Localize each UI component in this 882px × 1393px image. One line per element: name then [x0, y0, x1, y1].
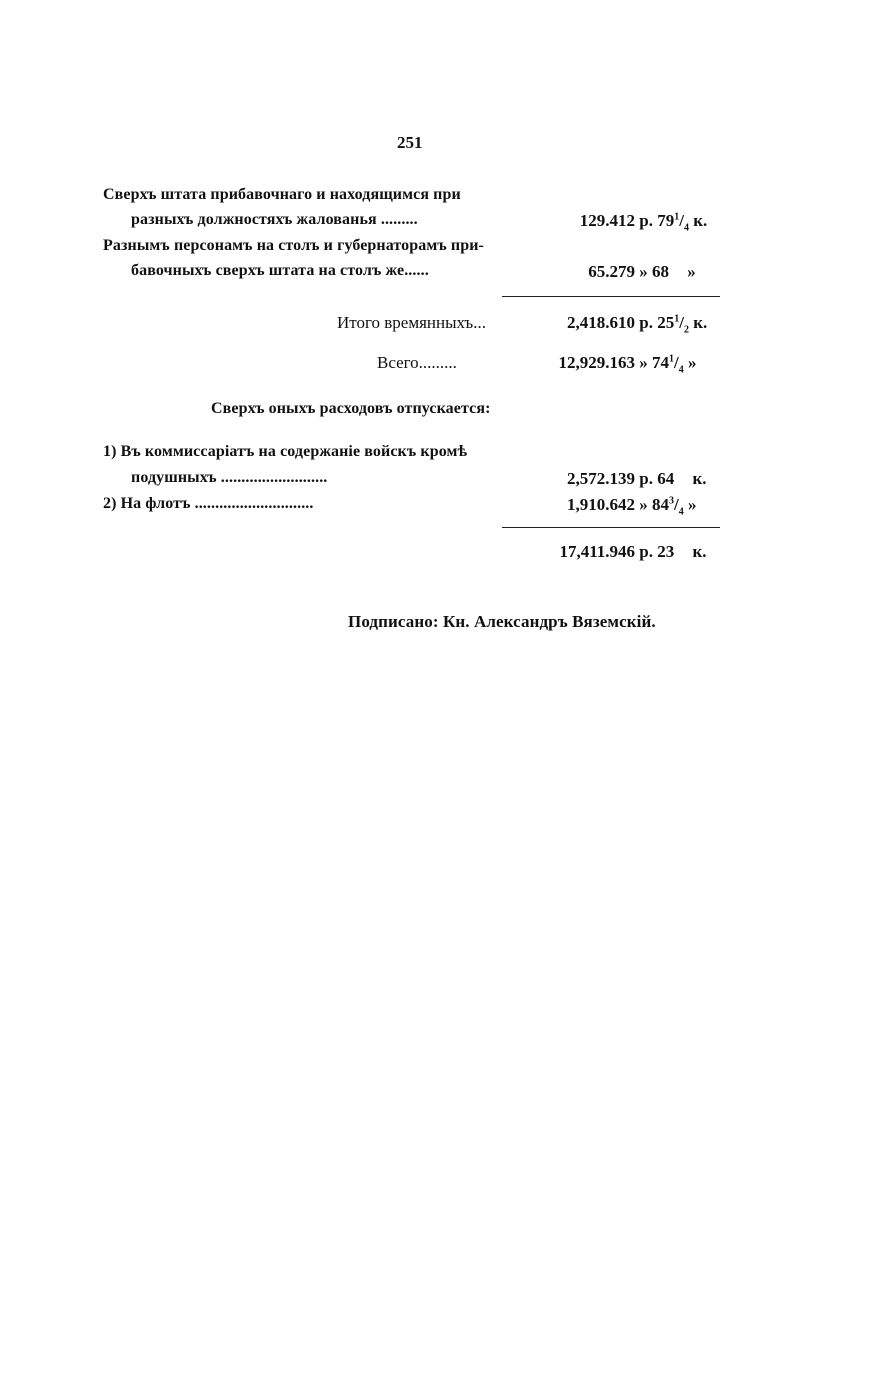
item-1-unit: р. [639, 211, 653, 230]
item-1-frac-den: 4 [683, 222, 689, 234]
subtotal-unit: р. [639, 313, 653, 332]
total-kopecks: 74 [652, 353, 669, 372]
subtotal-suffix: к. [693, 313, 708, 332]
grand-total-suffix: к. [692, 542, 707, 561]
grand-total-amount [535, 542, 707, 562]
total-label: Всего......... [377, 353, 457, 372]
total-unit: » [639, 353, 648, 372]
item-2-kopecks: 68 [652, 262, 669, 281]
section-heading: Сверхъ оныхъ расходовъ отпускается: [211, 400, 491, 417]
item-1-line2: разныхъ должностяхъ жалованья ......... [131, 211, 418, 228]
item-1-frac-num: 1 [674, 211, 680, 223]
extra-1-rubles: 2,572.139 [567, 469, 635, 488]
rule-1 [502, 296, 720, 297]
item-2-unit: » [639, 262, 648, 281]
item-2-suffix: » [687, 262, 696, 281]
extra-1-unit: р. [639, 469, 653, 488]
total-frac-den: 4 [678, 364, 684, 376]
extra-1-line1: 1) Въ коммиссаріатъ на содержаніе войскъ кромѣ [103, 443, 468, 460]
page-number: 251 [397, 133, 423, 152]
subtotal-amount: 2,418.610 р. $25^1/_2$ к. [535, 313, 707, 333]
total-rubles: 12,929.163 [558, 353, 635, 372]
rule-2 [502, 527, 720, 528]
item-2-line2: бавочныхъ сверхъ штата на столъ же...... [131, 262, 429, 279]
item-1-line1: Сверхъ штата прибавочнаго и находящимся при [103, 186, 461, 203]
item-1-suffix: к. [693, 211, 708, 230]
subtotal-rubles: 2,418.610 [567, 313, 635, 332]
extra-2-frac-den: 4 [678, 506, 684, 518]
item-2-line1: Разнымъ персонамъ на столъ и губернаторамъ при- [103, 237, 484, 254]
extra-2-amount: 1,910.642 » $84^3/_4$ » [535, 495, 696, 515]
subtotal-label: Итого времянныхъ... [337, 313, 486, 332]
extra-1-amount [535, 469, 707, 489]
extra-2-frac-num: 3 [669, 495, 674, 507]
extra-2-unit: » [639, 495, 648, 514]
item-1-amount: 129.412 р. $79^1/_4$ к. [535, 211, 707, 231]
subtotal-frac-num: 1 [674, 313, 680, 325]
total-frac-num: 1 [669, 353, 674, 365]
extra-2-line1: 2) На флотъ ............................. [103, 495, 314, 512]
grand-total-unit: р. [639, 542, 653, 561]
item-1-rubles: 129.412 [579, 211, 635, 230]
extra-1-suffix: к. [692, 469, 707, 488]
signature: Подписано: Кн. Александръ Вяземскій. [348, 612, 656, 631]
grand-total-rubles: 17,411.946 [559, 542, 635, 561]
total-suffix: » [687, 353, 697, 372]
subtotal-frac-den: 2 [683, 324, 689, 336]
total-amount: 12,929.163 » $74^1/_4$ » [535, 353, 696, 373]
extra-2-kopecks: 84 [652, 495, 669, 514]
extra-2-suffix: » [687, 495, 697, 514]
extra-1-line2: подушныхъ .......................... [131, 469, 328, 486]
item-2-rubles: 65.279 [588, 262, 635, 281]
item-1-kopecks: 79 [657, 211, 675, 230]
item-2-amount [535, 262, 696, 282]
grand-total-kopecks: 23 [657, 542, 675, 561]
extra-1-kopecks: 64 [657, 469, 675, 488]
extra-2-rubles: 1,910.642 [567, 495, 635, 514]
subtotal-kopecks: 25 [657, 313, 675, 332]
